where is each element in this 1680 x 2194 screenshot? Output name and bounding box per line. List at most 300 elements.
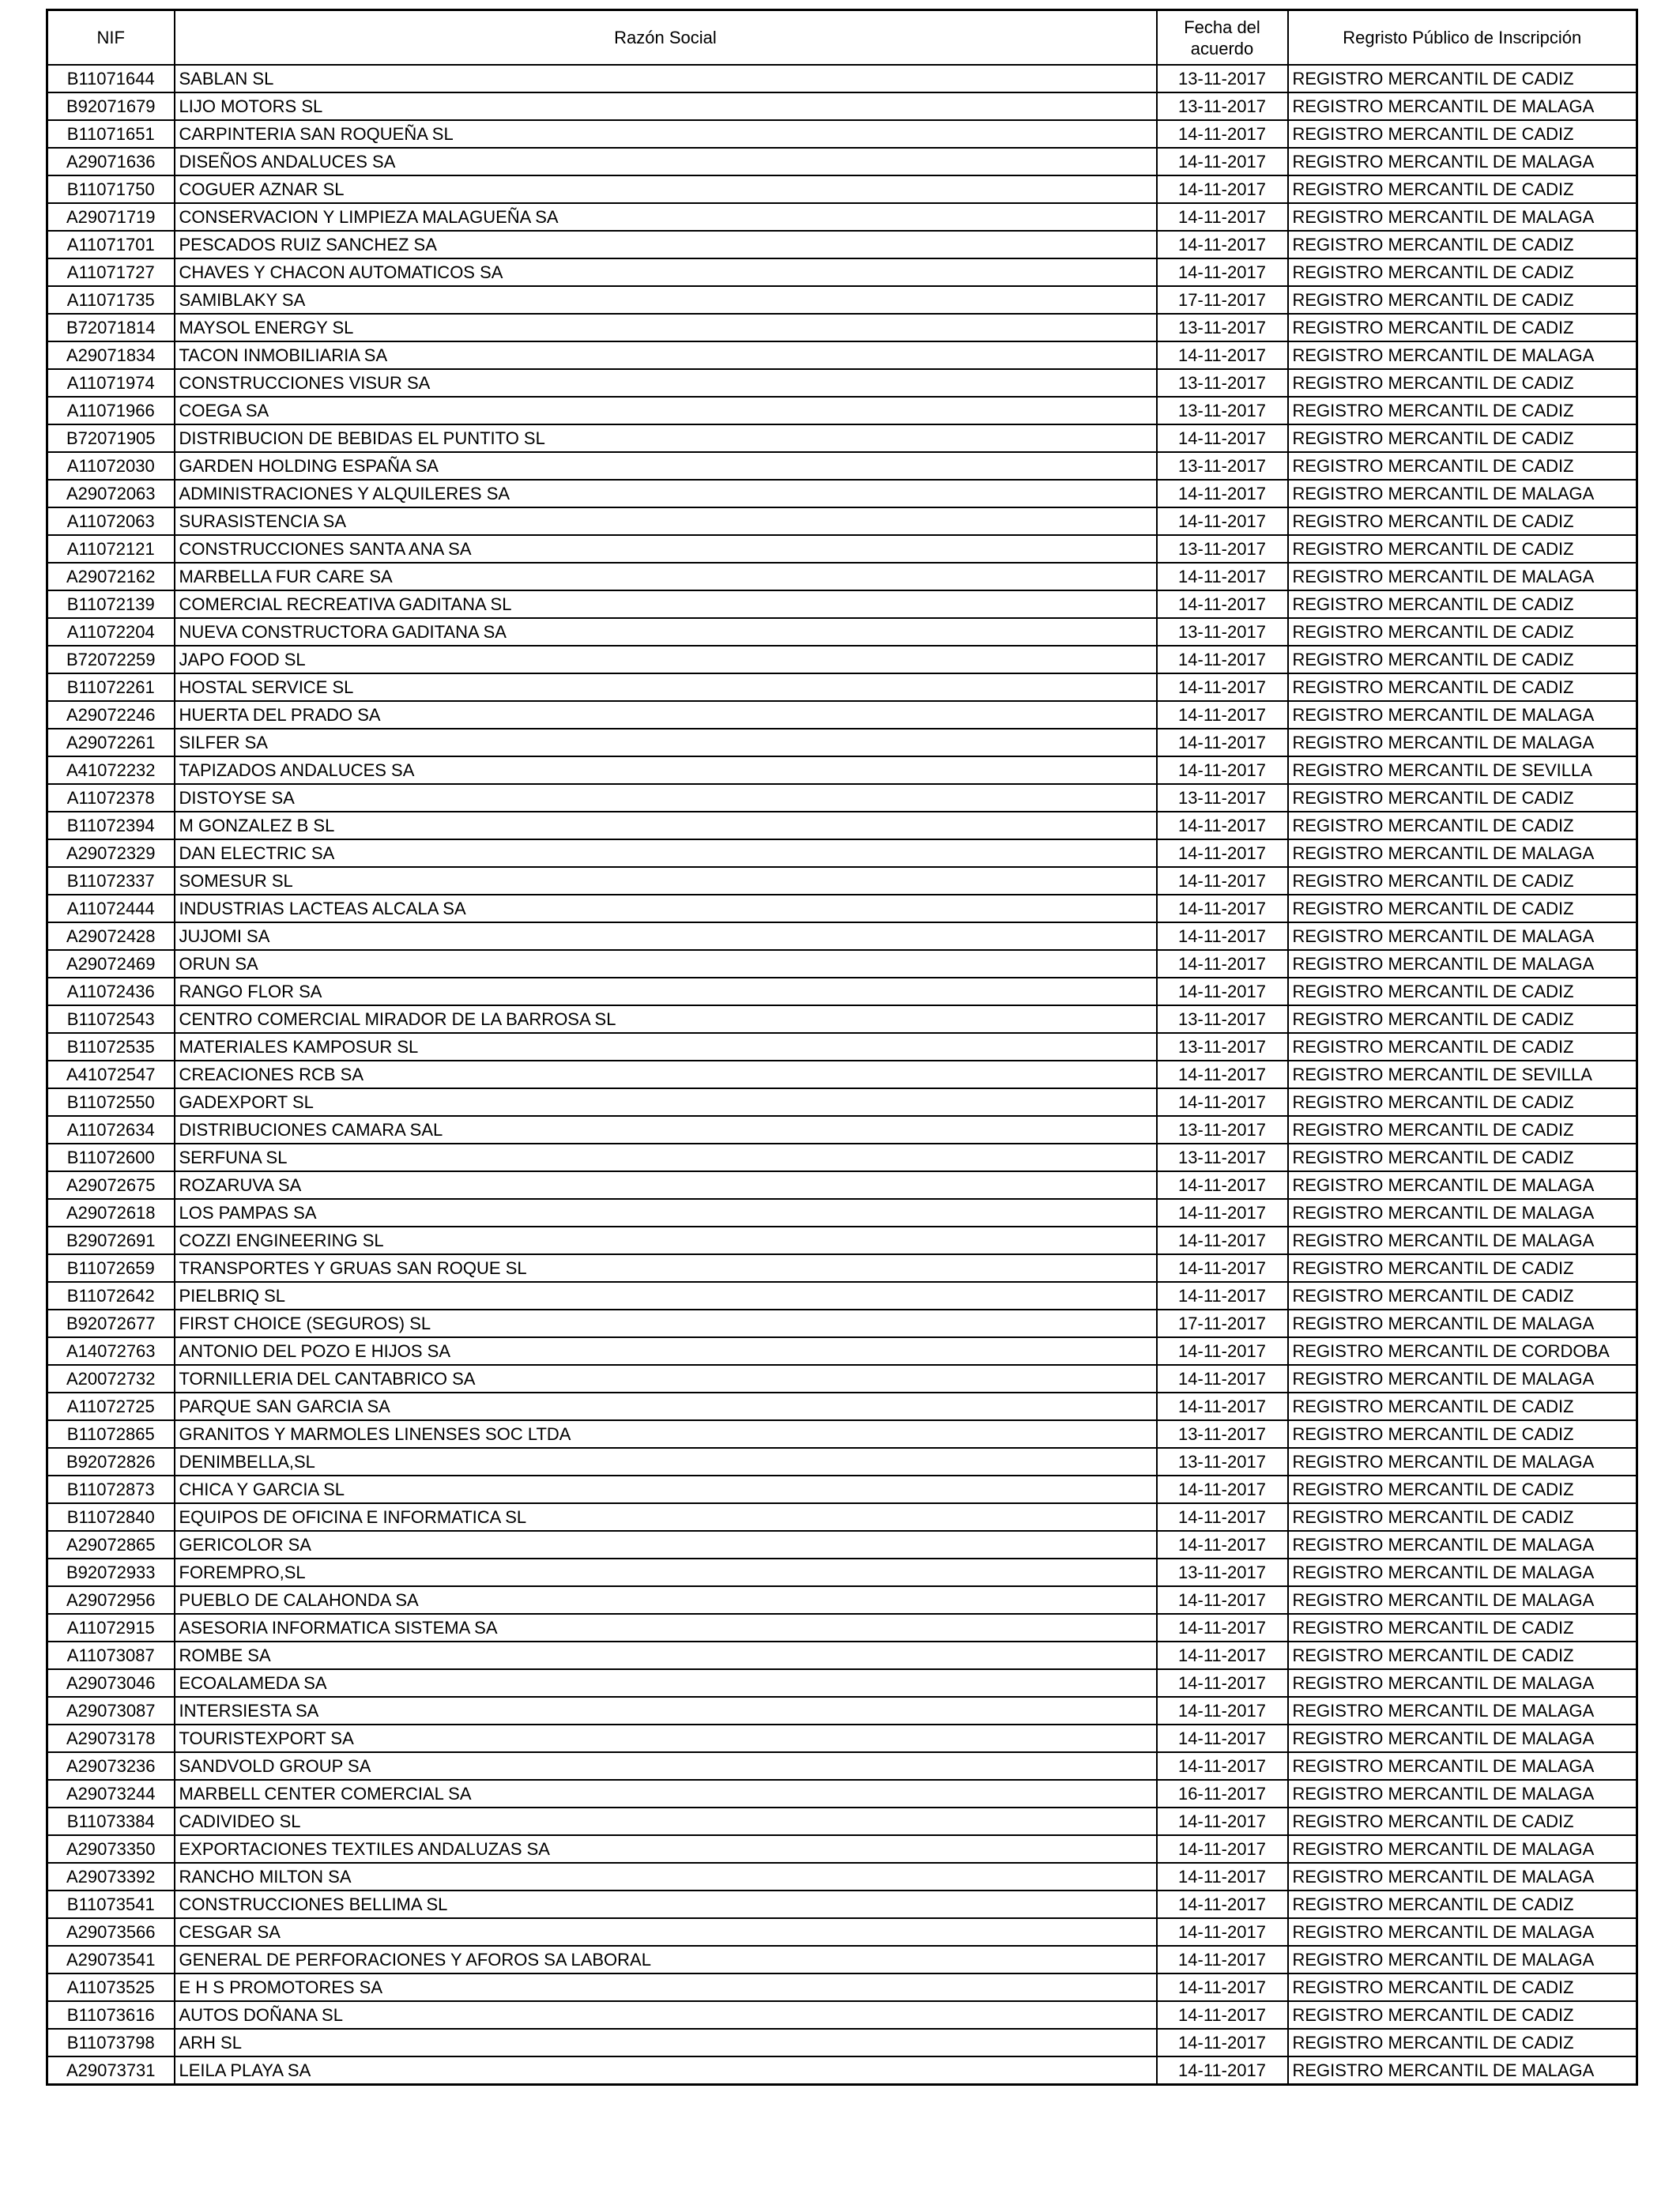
razon-social-cell: EXPORTACIONES TEXTILES ANDALUZAS SA — [175, 1835, 1157, 1863]
nif-cell: A11071701 — [47, 231, 175, 258]
registro-cell: REGISTRO MERCANTIL DE MALAGA — [1288, 1365, 1637, 1393]
fecha-cell: 14-11-2017 — [1157, 867, 1288, 895]
razon-social-cell: DISEÑOS ANDALUCES SA — [175, 148, 1157, 175]
registro-cell: REGISTRO MERCANTIL DE CADIZ — [1288, 1116, 1637, 1144]
razon-social-cell: LEILA PLAYA SA — [175, 2056, 1157, 2085]
fecha-cell: 13-11-2017 — [1157, 1448, 1288, 1476]
nif-cell: B11071651 — [47, 120, 175, 148]
razon-social-cell: SOMESUR SL — [175, 867, 1157, 895]
table-row — [47, 1393, 1637, 1420]
razon-social-cell: EQUIPOS DE OFICINA E INFORMATICA SL — [175, 1503, 1157, 1531]
registro-cell: REGISTRO MERCANTIL DE CADIZ — [1288, 1614, 1637, 1642]
razon-social-cell: RANGO FLOR SA — [175, 978, 1157, 1005]
table-row — [47, 618, 1637, 646]
razon-social-cell: PIELBRIQ SL — [175, 1282, 1157, 1310]
nif-cell: B92072677 — [47, 1310, 175, 1337]
fecha-cell: 14-11-2017 — [1157, 1725, 1288, 1752]
registro-cell: REGISTRO MERCANTIL DE SEVILLA — [1288, 756, 1637, 784]
table-row — [47, 1476, 1637, 1503]
razon-social-cell: INDUSTRIAS LACTEAS ALCALA SA — [175, 895, 1157, 922]
razon-social-cell: CENTRO COMERCIAL MIRADOR DE LA BARROSA SL — [175, 1005, 1157, 1033]
registro-cell: REGISTRO MERCANTIL DE CADIZ — [1288, 590, 1637, 618]
table-row — [47, 535, 1637, 563]
registro-cell: REGISTRO MERCANTIL DE MALAGA — [1288, 1448, 1637, 1476]
nif-cell: A11072725 — [47, 1393, 175, 1420]
nif-cell: A11071727 — [47, 258, 175, 286]
registro-cell: REGISTRO MERCANTIL DE MALAGA — [1288, 839, 1637, 867]
registro-cell: REGISTRO MERCANTIL DE CADIZ — [1288, 867, 1637, 895]
header-row — [47, 10, 1637, 66]
fecha-cell: 14-11-2017 — [1157, 1393, 1288, 1420]
header-fecha — [1157, 10, 1288, 66]
header-razon-social: Razón Social — [175, 10, 1157, 66]
table-row — [47, 286, 1637, 314]
razon-social-cell: MATERIALES KAMPOSUR SL — [175, 1033, 1157, 1061]
razon-social-cell: COZZI ENGINEERING SL — [175, 1227, 1157, 1254]
registro-cell: REGISTRO MERCANTIL DE MALAGA — [1288, 1863, 1637, 1891]
nif-cell: A11072063 — [47, 507, 175, 535]
nif-cell: A29073350 — [47, 1835, 175, 1863]
table-row — [47, 1780, 1637, 1808]
registro-cell: REGISTRO MERCANTIL DE CORDOBA — [1288, 1337, 1637, 1365]
fecha-cell: 16-11-2017 — [1157, 1780, 1288, 1808]
registro-cell: REGISTRO MERCANTIL DE CADIZ — [1288, 1476, 1637, 1503]
table-header — [47, 10, 1637, 66]
fecha-cell: 14-11-2017 — [1157, 2029, 1288, 2056]
nif-cell: B11072543 — [47, 1005, 175, 1033]
nif-cell: A11072915 — [47, 1614, 175, 1642]
nif-cell: B11071644 — [47, 65, 175, 92]
fecha-cell: 14-11-2017 — [1157, 1808, 1288, 1835]
fecha-cell: 14-11-2017 — [1157, 1531, 1288, 1559]
razon-social-cell: GENERAL DE PERFORACIONES Y AFOROS SA LABORAL — [175, 1946, 1157, 1973]
razon-social-cell: CADIVIDEO SL — [175, 1808, 1157, 1835]
table-row — [47, 231, 1637, 258]
razon-social-cell: DENIMBELLA,SL — [175, 1448, 1157, 1476]
razon-social-cell: COGUER AZNAR SL — [175, 175, 1157, 203]
fecha-cell: 14-11-2017 — [1157, 1199, 1288, 1227]
razon-social-cell: TORNILLERIA DEL CANTABRICO SA — [175, 1365, 1157, 1393]
razon-social-cell: ADMINISTRACIONES Y ALQUILERES SA — [175, 480, 1157, 507]
razon-social-cell: SILFER SA — [175, 729, 1157, 756]
fecha-cell: 14-11-2017 — [1157, 1282, 1288, 1310]
fecha-cell: 14-11-2017 — [1157, 950, 1288, 978]
razon-social-cell: DISTRIBUCIONES CAMARA SAL — [175, 1116, 1157, 1144]
table-row — [47, 673, 1637, 701]
razon-social-cell: GARDEN HOLDING ESPAÑA SA — [175, 452, 1157, 480]
registro-cell: REGISTRO MERCANTIL DE MALAGA — [1288, 480, 1637, 507]
nif-cell: A29073566 — [47, 1918, 175, 1946]
table-row — [47, 2001, 1637, 2029]
table-row — [47, 1697, 1637, 1725]
registro-cell: REGISTRO MERCANTIL DE MALAGA — [1288, 2056, 1637, 2085]
nif-cell: A41072547 — [47, 1061, 175, 1088]
table-row — [47, 1116, 1637, 1144]
fecha-cell: 13-11-2017 — [1157, 1144, 1288, 1171]
razon-social-cell: COMERCIAL RECREATIVA GADITANA SL — [175, 590, 1157, 618]
razon-social-cell: MARBELL CENTER COMERCIAL SA — [175, 1780, 1157, 1808]
razon-social-cell: SABLAN SL — [175, 65, 1157, 92]
razon-social-cell: GRANITOS Y MARMOLES LINENSES SOC LTDA — [175, 1420, 1157, 1448]
table-row — [47, 507, 1637, 535]
razon-social-cell: AUTOS DOÑANA SL — [175, 2001, 1157, 2029]
table-row — [47, 120, 1637, 148]
registro-cell: REGISTRO MERCANTIL DE MALAGA — [1288, 1586, 1637, 1614]
table-row — [47, 812, 1637, 839]
nif-cell: B92072933 — [47, 1559, 175, 1586]
razon-social-cell: ROZARUVA SA — [175, 1171, 1157, 1199]
fecha-cell: 14-11-2017 — [1157, 1669, 1288, 1697]
razon-social-cell: FIRST CHOICE (SEGUROS) SL — [175, 1310, 1157, 1337]
registro-cell: REGISTRO MERCANTIL DE CADIZ — [1288, 231, 1637, 258]
razon-social-cell: CHAVES Y CHACON AUTOMATICOS SA — [175, 258, 1157, 286]
nif-cell: A41072232 — [47, 756, 175, 784]
table-row — [47, 1559, 1637, 1586]
nif-cell: A11073525 — [47, 1973, 175, 2001]
table-row — [47, 1586, 1637, 1614]
table-row — [47, 2056, 1637, 2085]
razon-social-cell: LIJO MOTORS SL — [175, 92, 1157, 120]
table-row — [47, 1752, 1637, 1780]
registro-cell: REGISTRO MERCANTIL DE MALAGA — [1288, 922, 1637, 950]
table-row — [47, 1835, 1637, 1863]
nif-cell: A29072956 — [47, 1586, 175, 1614]
document-sheet — [46, 9, 1638, 2086]
table-row — [47, 729, 1637, 756]
registro-cell: REGISTRO MERCANTIL DE MALAGA — [1288, 729, 1637, 756]
nif-cell: A29073236 — [47, 1752, 175, 1780]
table-row — [47, 1503, 1637, 1531]
fecha-cell: 14-11-2017 — [1157, 1835, 1288, 1863]
registro-cell: REGISTRO MERCANTIL DE MALAGA — [1288, 1531, 1637, 1559]
fecha-cell: 13-11-2017 — [1157, 369, 1288, 397]
fecha-cell: 14-11-2017 — [1157, 1476, 1288, 1503]
razon-social-cell: NUEVA CONSTRUCTORA GADITANA SA — [175, 618, 1157, 646]
registro-cell: REGISTRO MERCANTIL DE CADIZ — [1288, 1144, 1637, 1171]
fecha-cell: 14-11-2017 — [1157, 1642, 1288, 1669]
fecha-cell: 13-11-2017 — [1157, 535, 1288, 563]
table-row — [47, 148, 1637, 175]
registro-cell: REGISTRO MERCANTIL DE MALAGA — [1288, 1725, 1637, 1752]
table-row — [47, 1808, 1637, 1835]
razon-social-cell: ECOALAMEDA SA — [175, 1669, 1157, 1697]
table-row — [47, 424, 1637, 452]
registro-cell: REGISTRO MERCANTIL DE CADIZ — [1288, 1393, 1637, 1420]
razon-social-cell: TACON INMOBILIARIA SA — [175, 341, 1157, 369]
fecha-cell: 14-11-2017 — [1157, 1337, 1288, 1365]
registro-cell: REGISTRO MERCANTIL DE MALAGA — [1288, 1780, 1637, 1808]
table-row — [47, 646, 1637, 673]
table-row — [47, 1227, 1637, 1254]
table-row — [47, 590, 1637, 618]
razon-social-cell: CONSTRUCCIONES VISUR SA — [175, 369, 1157, 397]
registro-cell: REGISTRO MERCANTIL DE CADIZ — [1288, 258, 1637, 286]
razon-social-cell: HOSTAL SERVICE SL — [175, 673, 1157, 701]
registro-cell: REGISTRO MERCANTIL DE MALAGA — [1288, 1310, 1637, 1337]
razon-social-cell: SANDVOLD GROUP SA — [175, 1752, 1157, 1780]
razon-social-cell: CREACIONES RCB SA — [175, 1061, 1157, 1088]
nif-cell: B11072600 — [47, 1144, 175, 1171]
header-registro: Regristo Público de Inscripción — [1288, 10, 1637, 66]
table-row — [47, 950, 1637, 978]
fecha-cell: 13-11-2017 — [1157, 1420, 1288, 1448]
table-row — [47, 1310, 1637, 1337]
table-row — [47, 480, 1637, 507]
razon-social-cell: RANCHO MILTON SA — [175, 1863, 1157, 1891]
fecha-cell: 14-11-2017 — [1157, 1254, 1288, 1282]
table-row — [47, 65, 1637, 92]
table-row — [47, 397, 1637, 424]
table-row — [47, 369, 1637, 397]
fecha-cell: 13-11-2017 — [1157, 618, 1288, 646]
registro-cell: REGISTRO MERCANTIL DE MALAGA — [1288, 701, 1637, 729]
table-row — [47, 341, 1637, 369]
nif-cell: B72071814 — [47, 314, 175, 341]
table-row — [47, 452, 1637, 480]
nif-cell: B11073798 — [47, 2029, 175, 2056]
fecha-cell: 13-11-2017 — [1157, 314, 1288, 341]
registro-cell: REGISTRO MERCANTIL DE CADIZ — [1288, 1088, 1637, 1116]
fecha-cell: 14-11-2017 — [1157, 1918, 1288, 1946]
nif-cell: A11071735 — [47, 286, 175, 314]
nif-cell: A29072329 — [47, 839, 175, 867]
nif-cell: A29073392 — [47, 1863, 175, 1891]
nif-cell: A29071834 — [47, 341, 175, 369]
table-row — [47, 92, 1637, 120]
nif-cell: B11073541 — [47, 1891, 175, 1918]
nif-cell: B92071679 — [47, 92, 175, 120]
registro-cell: REGISTRO MERCANTIL DE CADIZ — [1288, 812, 1637, 839]
registro-cell: REGISTRO MERCANTIL DE CADIZ — [1288, 784, 1637, 812]
nif-cell: A29072063 — [47, 480, 175, 507]
fecha-cell: 14-11-2017 — [1157, 1946, 1288, 1973]
razon-social-cell: TAPIZADOS ANDALUCES SA — [175, 756, 1157, 784]
registro-cell: REGISTRO MERCANTIL DE MALAGA — [1288, 1946, 1637, 1973]
nif-cell: A14072763 — [47, 1337, 175, 1365]
fecha-cell: 14-11-2017 — [1157, 1614, 1288, 1642]
nif-cell: B72071905 — [47, 424, 175, 452]
table-row — [47, 1365, 1637, 1393]
nif-cell: A29072246 — [47, 701, 175, 729]
registro-cell: REGISTRO MERCANTIL DE CADIZ — [1288, 895, 1637, 922]
nif-cell: A29072675 — [47, 1171, 175, 1199]
table-row — [47, 1669, 1637, 1697]
fecha-cell: 14-11-2017 — [1157, 701, 1288, 729]
razon-social-cell: TOURISTEXPORT SA — [175, 1725, 1157, 1752]
nif-cell: B11071750 — [47, 175, 175, 203]
table-row — [47, 1033, 1637, 1061]
fecha-cell: 14-11-2017 — [1157, 978, 1288, 1005]
nif-cell: A29073178 — [47, 1725, 175, 1752]
nif-cell: A29072261 — [47, 729, 175, 756]
table-row — [47, 258, 1637, 286]
registro-cell: REGISTRO MERCANTIL DE CADIZ — [1288, 1642, 1637, 1669]
fecha-cell: 17-11-2017 — [1157, 286, 1288, 314]
registro-cell: REGISTRO MERCANTIL DE CADIZ — [1288, 618, 1637, 646]
razon-social-cell: SAMIBLAKY SA — [175, 286, 1157, 314]
fecha-cell: 14-11-2017 — [1157, 148, 1288, 175]
fecha-cell: 14-11-2017 — [1157, 1171, 1288, 1199]
fecha-cell: 14-11-2017 — [1157, 480, 1288, 507]
razon-social-cell: CHICA Y GARCIA SL — [175, 1476, 1157, 1503]
registro-cell: REGISTRO MERCANTIL DE CADIZ — [1288, 1973, 1637, 2001]
registro-cell: REGISTRO MERCANTIL DE CADIZ — [1288, 314, 1637, 341]
nif-cell: A29073046 — [47, 1669, 175, 1697]
table-row — [47, 1863, 1637, 1891]
nif-cell: B11072865 — [47, 1420, 175, 1448]
razon-social-cell: PESCADOS RUIZ SANCHEZ SA — [175, 231, 1157, 258]
nif-cell: B11072535 — [47, 1033, 175, 1061]
table-row — [47, 563, 1637, 590]
registro-cell: REGISTRO MERCANTIL DE CADIZ — [1288, 646, 1637, 673]
registro-cell: REGISTRO MERCANTIL DE CADIZ — [1288, 1891, 1637, 1918]
table-row — [47, 1199, 1637, 1227]
razon-social-cell: HUERTA DEL PRADO SA — [175, 701, 1157, 729]
nif-cell: A11071974 — [47, 369, 175, 397]
razon-social-cell: CARPINTERIA SAN ROQUEÑA SL — [175, 120, 1157, 148]
nif-cell: B72072259 — [47, 646, 175, 673]
table-row — [47, 1891, 1637, 1918]
razon-social-cell: CESGAR SA — [175, 1918, 1157, 1946]
razon-social-cell: TRANSPORTES Y GRUAS SAN ROQUE SL — [175, 1254, 1157, 1282]
fecha-cell: 13-11-2017 — [1157, 1116, 1288, 1144]
registro-cell: REGISTRO MERCANTIL DE CADIZ — [1288, 978, 1637, 1005]
fecha-cell: 14-11-2017 — [1157, 1503, 1288, 1531]
table-row — [47, 701, 1637, 729]
nif-cell: B11072642 — [47, 1282, 175, 1310]
fecha-cell: 14-11-2017 — [1157, 507, 1288, 535]
table-row — [47, 1725, 1637, 1752]
nif-cell: B92072826 — [47, 1448, 175, 1476]
fecha-cell: 14-11-2017 — [1157, 1088, 1288, 1116]
nif-cell: A29073087 — [47, 1697, 175, 1725]
table-row — [47, 1144, 1637, 1171]
registro-cell: REGISTRO MERCANTIL DE CADIZ — [1288, 1005, 1637, 1033]
registro-cell: REGISTRO MERCANTIL DE CADIZ — [1288, 673, 1637, 701]
razon-social-cell: MARBELLA FUR CARE SA — [175, 563, 1157, 590]
nif-cell: B11072337 — [47, 867, 175, 895]
table-row — [47, 2029, 1637, 2056]
table-row — [47, 922, 1637, 950]
razon-social-cell: DAN ELECTRIC SA — [175, 839, 1157, 867]
fecha-cell: 14-11-2017 — [1157, 258, 1288, 286]
razon-social-cell: SURASISTENCIA SA — [175, 507, 1157, 535]
nif-cell: A11072121 — [47, 535, 175, 563]
registro-cell: REGISTRO MERCANTIL DE CADIZ — [1288, 1033, 1637, 1061]
nif-cell: A20072732 — [47, 1365, 175, 1393]
companies-table — [46, 9, 1638, 2086]
razon-social-cell: M GONZALEZ B SL — [175, 812, 1157, 839]
table-row — [47, 1282, 1637, 1310]
razon-social-cell: GERICOLOR SA — [175, 1531, 1157, 1559]
nif-cell: A11072634 — [47, 1116, 175, 1144]
razon-social-cell: PUEBLO DE CALAHONDA SA — [175, 1586, 1157, 1614]
registro-cell: REGISTRO MERCANTIL DE CADIZ — [1288, 286, 1637, 314]
fecha-cell: 14-11-2017 — [1157, 1227, 1288, 1254]
fecha-cell: 14-11-2017 — [1157, 756, 1288, 784]
razon-social-cell: DISTRIBUCION DE BEBIDAS EL PUNTITO SL — [175, 424, 1157, 452]
nif-cell: A11072204 — [47, 618, 175, 646]
fecha-cell: 14-11-2017 — [1157, 424, 1288, 452]
registro-cell: REGISTRO MERCANTIL DE MALAGA — [1288, 1559, 1637, 1586]
nif-cell: B11072139 — [47, 590, 175, 618]
razon-social-cell: ORUN SA — [175, 950, 1157, 978]
table-row — [47, 978, 1637, 1005]
razon-social-cell: ASESORIA INFORMATICA SISTEMA SA — [175, 1614, 1157, 1642]
table-row — [47, 1061, 1637, 1088]
nif-cell: A29072428 — [47, 922, 175, 950]
nif-cell: B11073384 — [47, 1808, 175, 1835]
table-row — [47, 895, 1637, 922]
fecha-cell: 14-11-2017 — [1157, 646, 1288, 673]
registro-cell: REGISTRO MERCANTIL DE CADIZ — [1288, 424, 1637, 452]
fecha-cell: 13-11-2017 — [1157, 1559, 1288, 1586]
fecha-cell: 13-11-2017 — [1157, 784, 1288, 812]
fecha-cell: 13-11-2017 — [1157, 1005, 1288, 1033]
razon-social-cell: COEGA SA — [175, 397, 1157, 424]
registro-cell: REGISTRO MERCANTIL DE MALAGA — [1288, 92, 1637, 120]
nif-cell: A29073244 — [47, 1780, 175, 1808]
fecha-cell: 14-11-2017 — [1157, 563, 1288, 590]
fecha-cell: 13-11-2017 — [1157, 452, 1288, 480]
razon-social-cell: DISTOYSE SA — [175, 784, 1157, 812]
fecha-cell: 13-11-2017 — [1157, 1033, 1288, 1061]
registro-cell: REGISTRO MERCANTIL DE CADIZ — [1288, 120, 1637, 148]
table-row — [47, 1005, 1637, 1033]
razon-social-cell: FOREMPRO,SL — [175, 1559, 1157, 1586]
razon-social-cell: CONSERVACION Y LIMPIEZA MALAGUEÑA SA — [175, 203, 1157, 231]
fecha-cell: 14-11-2017 — [1157, 1891, 1288, 1918]
fecha-cell: 13-11-2017 — [1157, 92, 1288, 120]
table-row — [47, 1254, 1637, 1282]
nif-cell: B11072873 — [47, 1476, 175, 1503]
registro-cell: REGISTRO MERCANTIL DE CADIZ — [1288, 65, 1637, 92]
table-row — [47, 1642, 1637, 1669]
registro-cell: REGISTRO MERCANTIL DE MALAGA — [1288, 563, 1637, 590]
nif-cell: B29072691 — [47, 1227, 175, 1254]
nif-cell: B11072550 — [47, 1088, 175, 1116]
fecha-cell: 14-11-2017 — [1157, 1061, 1288, 1088]
registro-cell: REGISTRO MERCANTIL DE MALAGA — [1288, 203, 1637, 231]
fecha-cell: 14-11-2017 — [1157, 895, 1288, 922]
registro-cell: REGISTRO MERCANTIL DE MALAGA — [1288, 1199, 1637, 1227]
registro-cell: REGISTRO MERCANTIL DE CADIZ — [1288, 1254, 1637, 1282]
registro-cell: REGISTRO MERCANTIL DE CADIZ — [1288, 369, 1637, 397]
header-nif: NIF — [47, 10, 175, 66]
fecha-cell: 14-11-2017 — [1157, 231, 1288, 258]
registro-cell: REGISTRO MERCANTIL DE CADIZ — [1288, 1808, 1637, 1835]
table-row — [47, 784, 1637, 812]
table-row — [47, 839, 1637, 867]
fecha-cell: 14-11-2017 — [1157, 1863, 1288, 1891]
table-row — [47, 175, 1637, 203]
table-row — [47, 756, 1637, 784]
registro-cell: REGISTRO MERCANTIL DE SEVILLA — [1288, 1061, 1637, 1088]
razon-social-cell: ROMBE SA — [175, 1642, 1157, 1669]
razon-social-cell: SERFUNA SL — [175, 1144, 1157, 1171]
nif-cell: A11072436 — [47, 978, 175, 1005]
table-row — [47, 1088, 1637, 1116]
registro-cell: REGISTRO MERCANTIL DE MALAGA — [1288, 950, 1637, 978]
nif-cell: B11073616 — [47, 2001, 175, 2029]
table-row — [47, 1171, 1637, 1199]
fecha-cell: 14-11-2017 — [1157, 1697, 1288, 1725]
table-row — [47, 1448, 1637, 1476]
fecha-cell: 13-11-2017 — [1157, 65, 1288, 92]
table-row — [47, 1337, 1637, 1365]
table-row — [47, 1946, 1637, 1973]
registro-cell: REGISTRO MERCANTIL DE MALAGA — [1288, 1171, 1637, 1199]
